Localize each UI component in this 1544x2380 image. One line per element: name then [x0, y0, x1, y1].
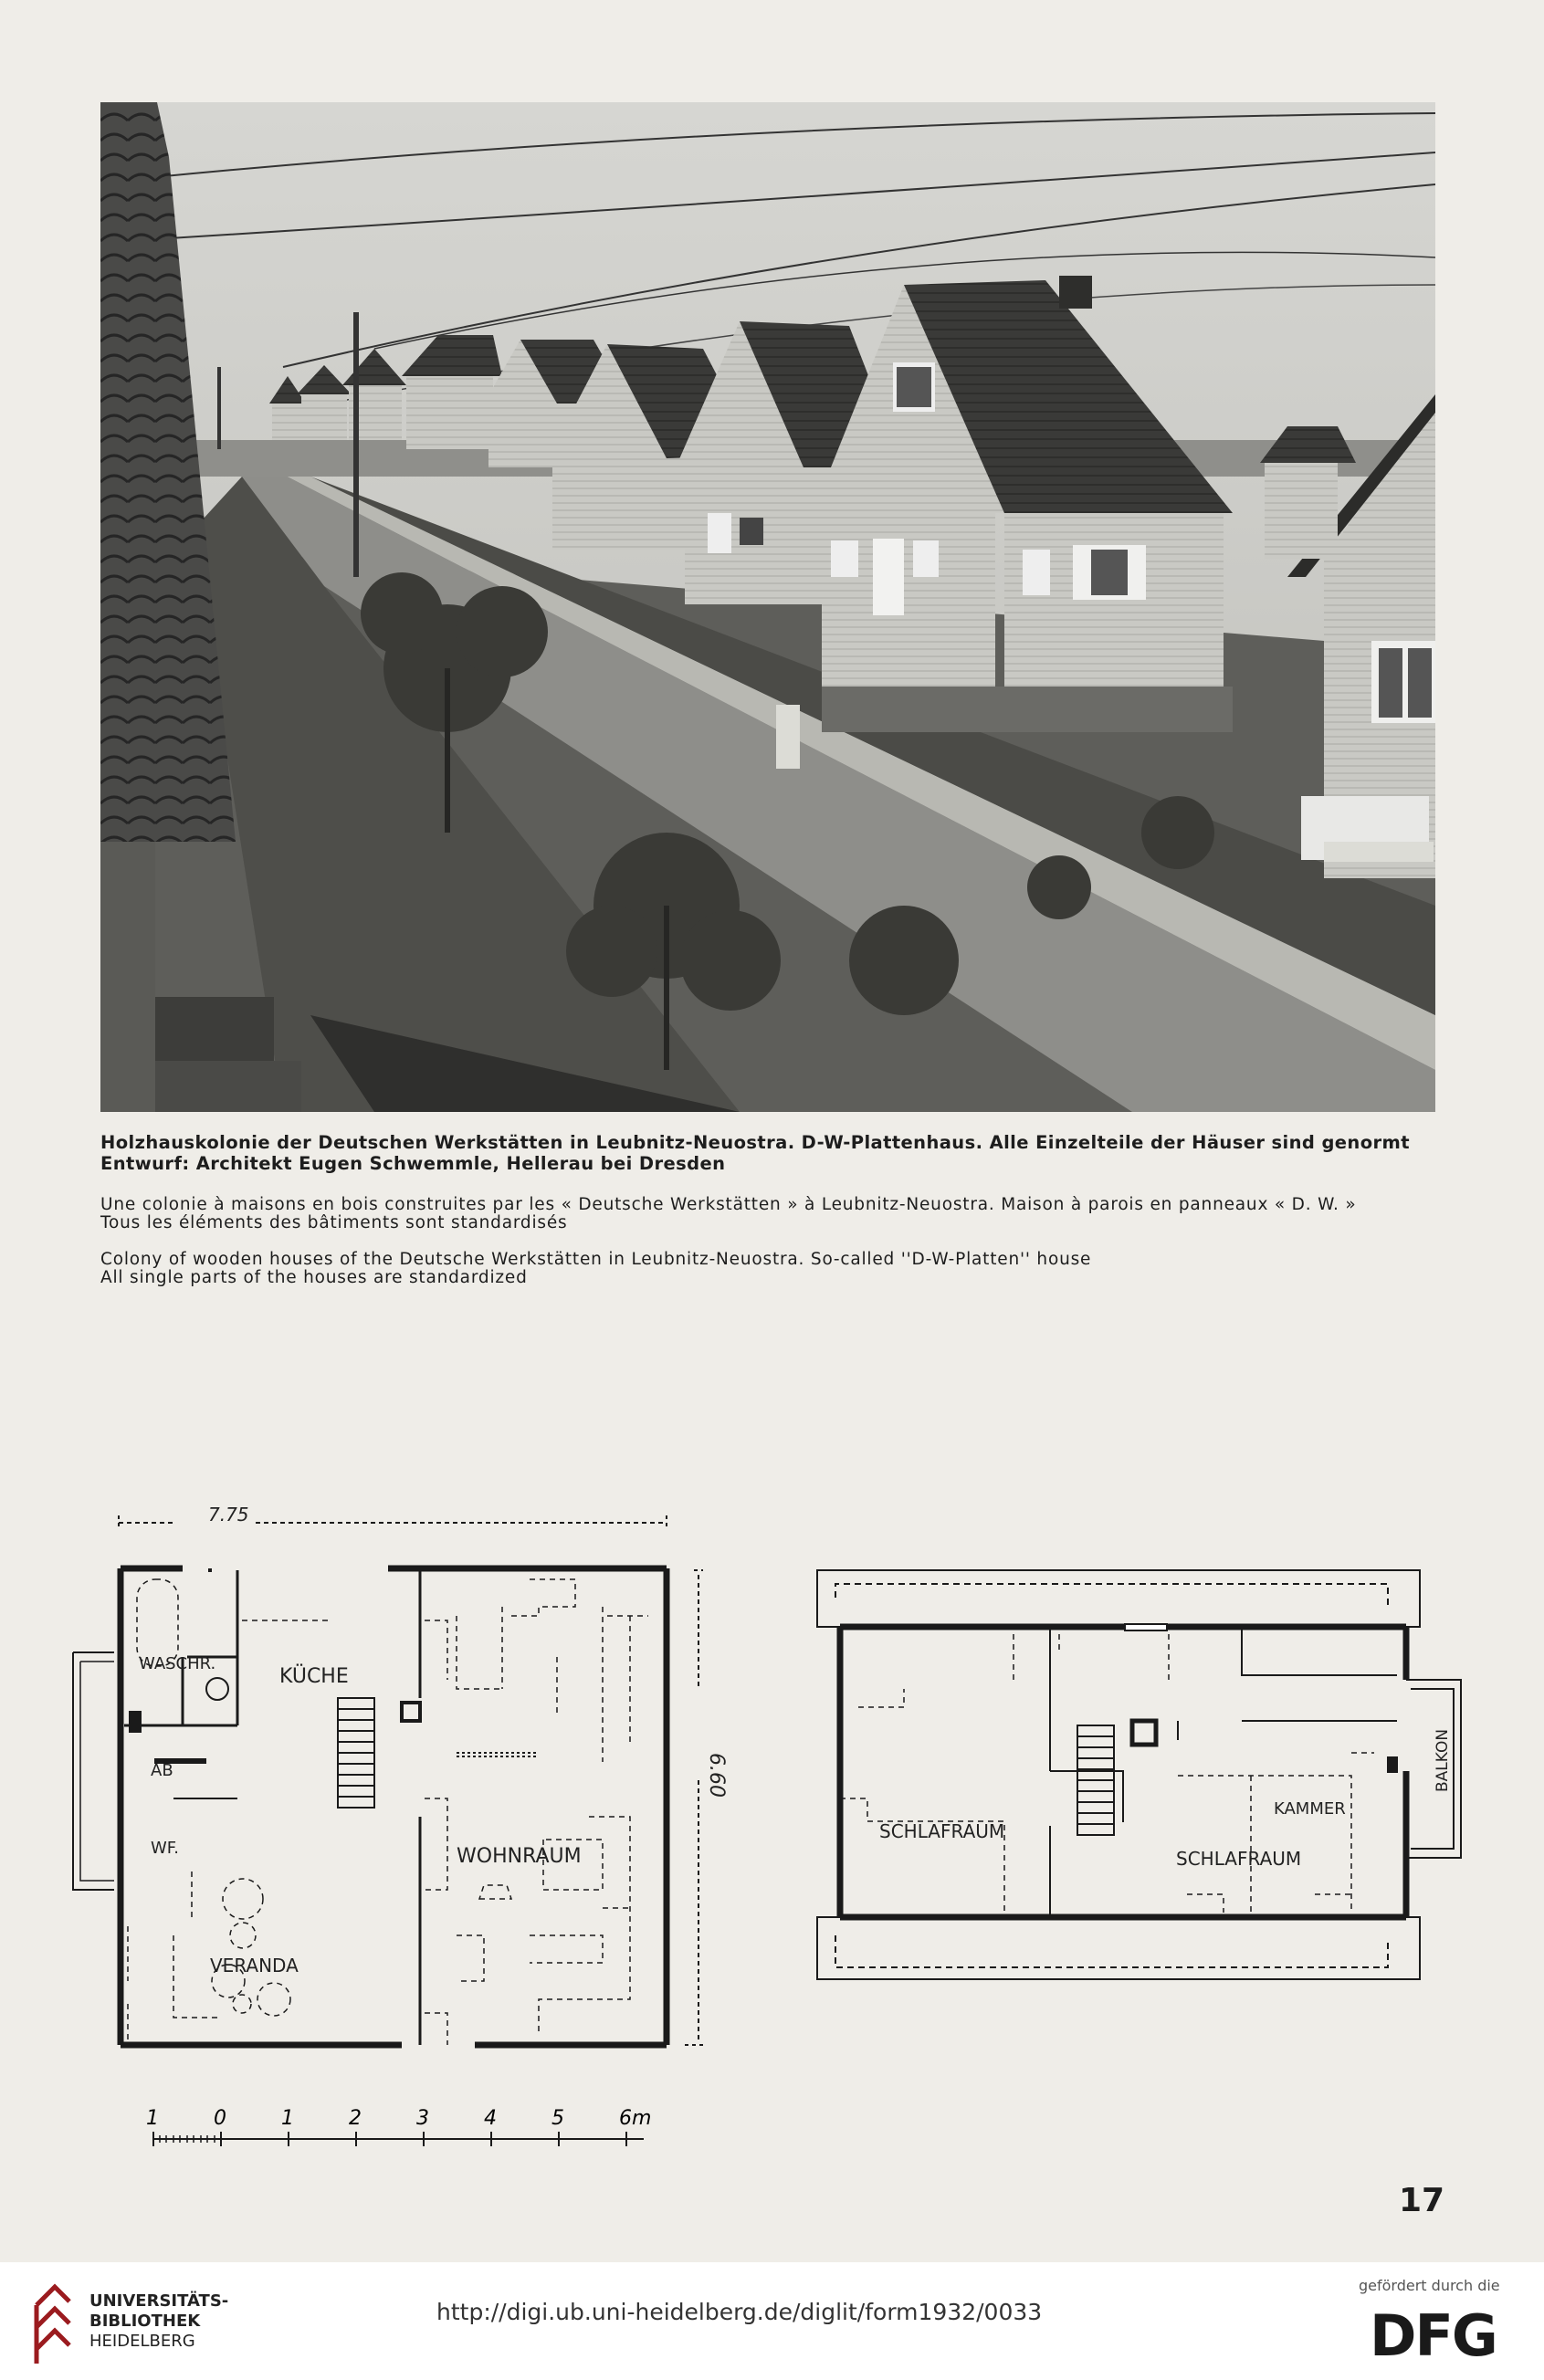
- room-wohnraum: WOHNRAUM: [457, 1845, 582, 1868]
- ground-plan-depth: 6.60: [705, 1753, 728, 1798]
- room-waschraum: WASCHR.: [139, 1654, 216, 1673]
- caption-german-line2: Entwurf: Architekt Eugen Schwemmle, Hellerau bei Dresden: [100, 1153, 726, 1174]
- university-library-name[interactable]: [89, 2291, 228, 2352]
- caption-french: [100, 1196, 1435, 1232]
- caption-english: [100, 1251, 1435, 1287]
- caption-french-line1: Une colonie à maisons en bois construites par les « Deutsche Werkstätten » à Leubnitz-Neuostra. Maison à parois en panneaux « D. W. »: [100, 1195, 1357, 1214]
- street-photo: [100, 102, 1435, 1112]
- caption-german: [100, 1132, 1435, 1174]
- page-number: 17: [1399, 2182, 1445, 2219]
- room-schlafraum-left: SCHLAFRAUM: [879, 1820, 1005, 1842]
- sponsor-label: gefördert durch die: [1359, 2277, 1500, 2294]
- room-veranda: VERANDA: [210, 1955, 299, 1976]
- library-line2: BIBLIOTHEK: [89, 2312, 201, 2331]
- library-line3: HEIDELBERG: [89, 2332, 195, 2351]
- scale-tick-0: 0: [214, 2107, 226, 2130]
- university-library-logo-icon[interactable]: [33, 2280, 73, 2367]
- scale-tick-5: 5: [551, 2107, 564, 2130]
- room-balkon: BALKON: [1434, 1728, 1452, 1792]
- scale-tick-4: 4: [484, 2107, 497, 2130]
- caption-english-line2: All single parts of the houses are standardized: [100, 1268, 528, 1287]
- library-line1: UNIVERSITÄTS-: [89, 2291, 229, 2311]
- room-kueche: KÜCHE: [279, 1665, 349, 1688]
- dfg-logo[interactable]: [1370, 2304, 1525, 2363]
- upper-floor-plan: [804, 1552, 1479, 2063]
- room-ab: AB: [151, 1761, 173, 1780]
- caption-french-line2: Tous les éléments des bâtiments sont standardisés: [100, 1213, 568, 1232]
- scale-tick-2: 2: [349, 2107, 362, 2130]
- room-schlafraum-right: SCHLAFRAUM: [1176, 1848, 1302, 1870]
- room-kammer: KAMMER: [1274, 1799, 1346, 1819]
- caption-english-line1: Colony of wooden houses of the Deutsche Werkstätten in Leubnitz-Neuostra. So-called ''D-W-Platten'' house: [100, 1250, 1092, 1269]
- source-url-link[interactable]: http://digi.ub.uni-heidelberg.de/diglit/form1932/0033: [436, 2299, 1043, 2325]
- ground-plan-width: 7.75: [208, 1506, 249, 1526]
- room-wf: WF.: [151, 1839, 179, 1858]
- ground-floor-plan: [64, 1506, 758, 2072]
- dfg-logo-text: DFG: [1370, 2304, 1497, 2363]
- scale-tick-1: 1: [281, 2107, 294, 2130]
- caption-german-line1: Holzhauskolonie der Deutschen Werkstätten in Leubnitz-Neuostra. D-W-Plattenhaus. Alle Einzelteile der Häuser sind genormt: [100, 1132, 1410, 1153]
- scale-bar: [137, 2095, 694, 2177]
- scale-tick-minus1: 1: [146, 2107, 159, 2130]
- scale-tick-3: 3: [416, 2107, 429, 2130]
- scale-tick-6m: 6m: [619, 2107, 652, 2130]
